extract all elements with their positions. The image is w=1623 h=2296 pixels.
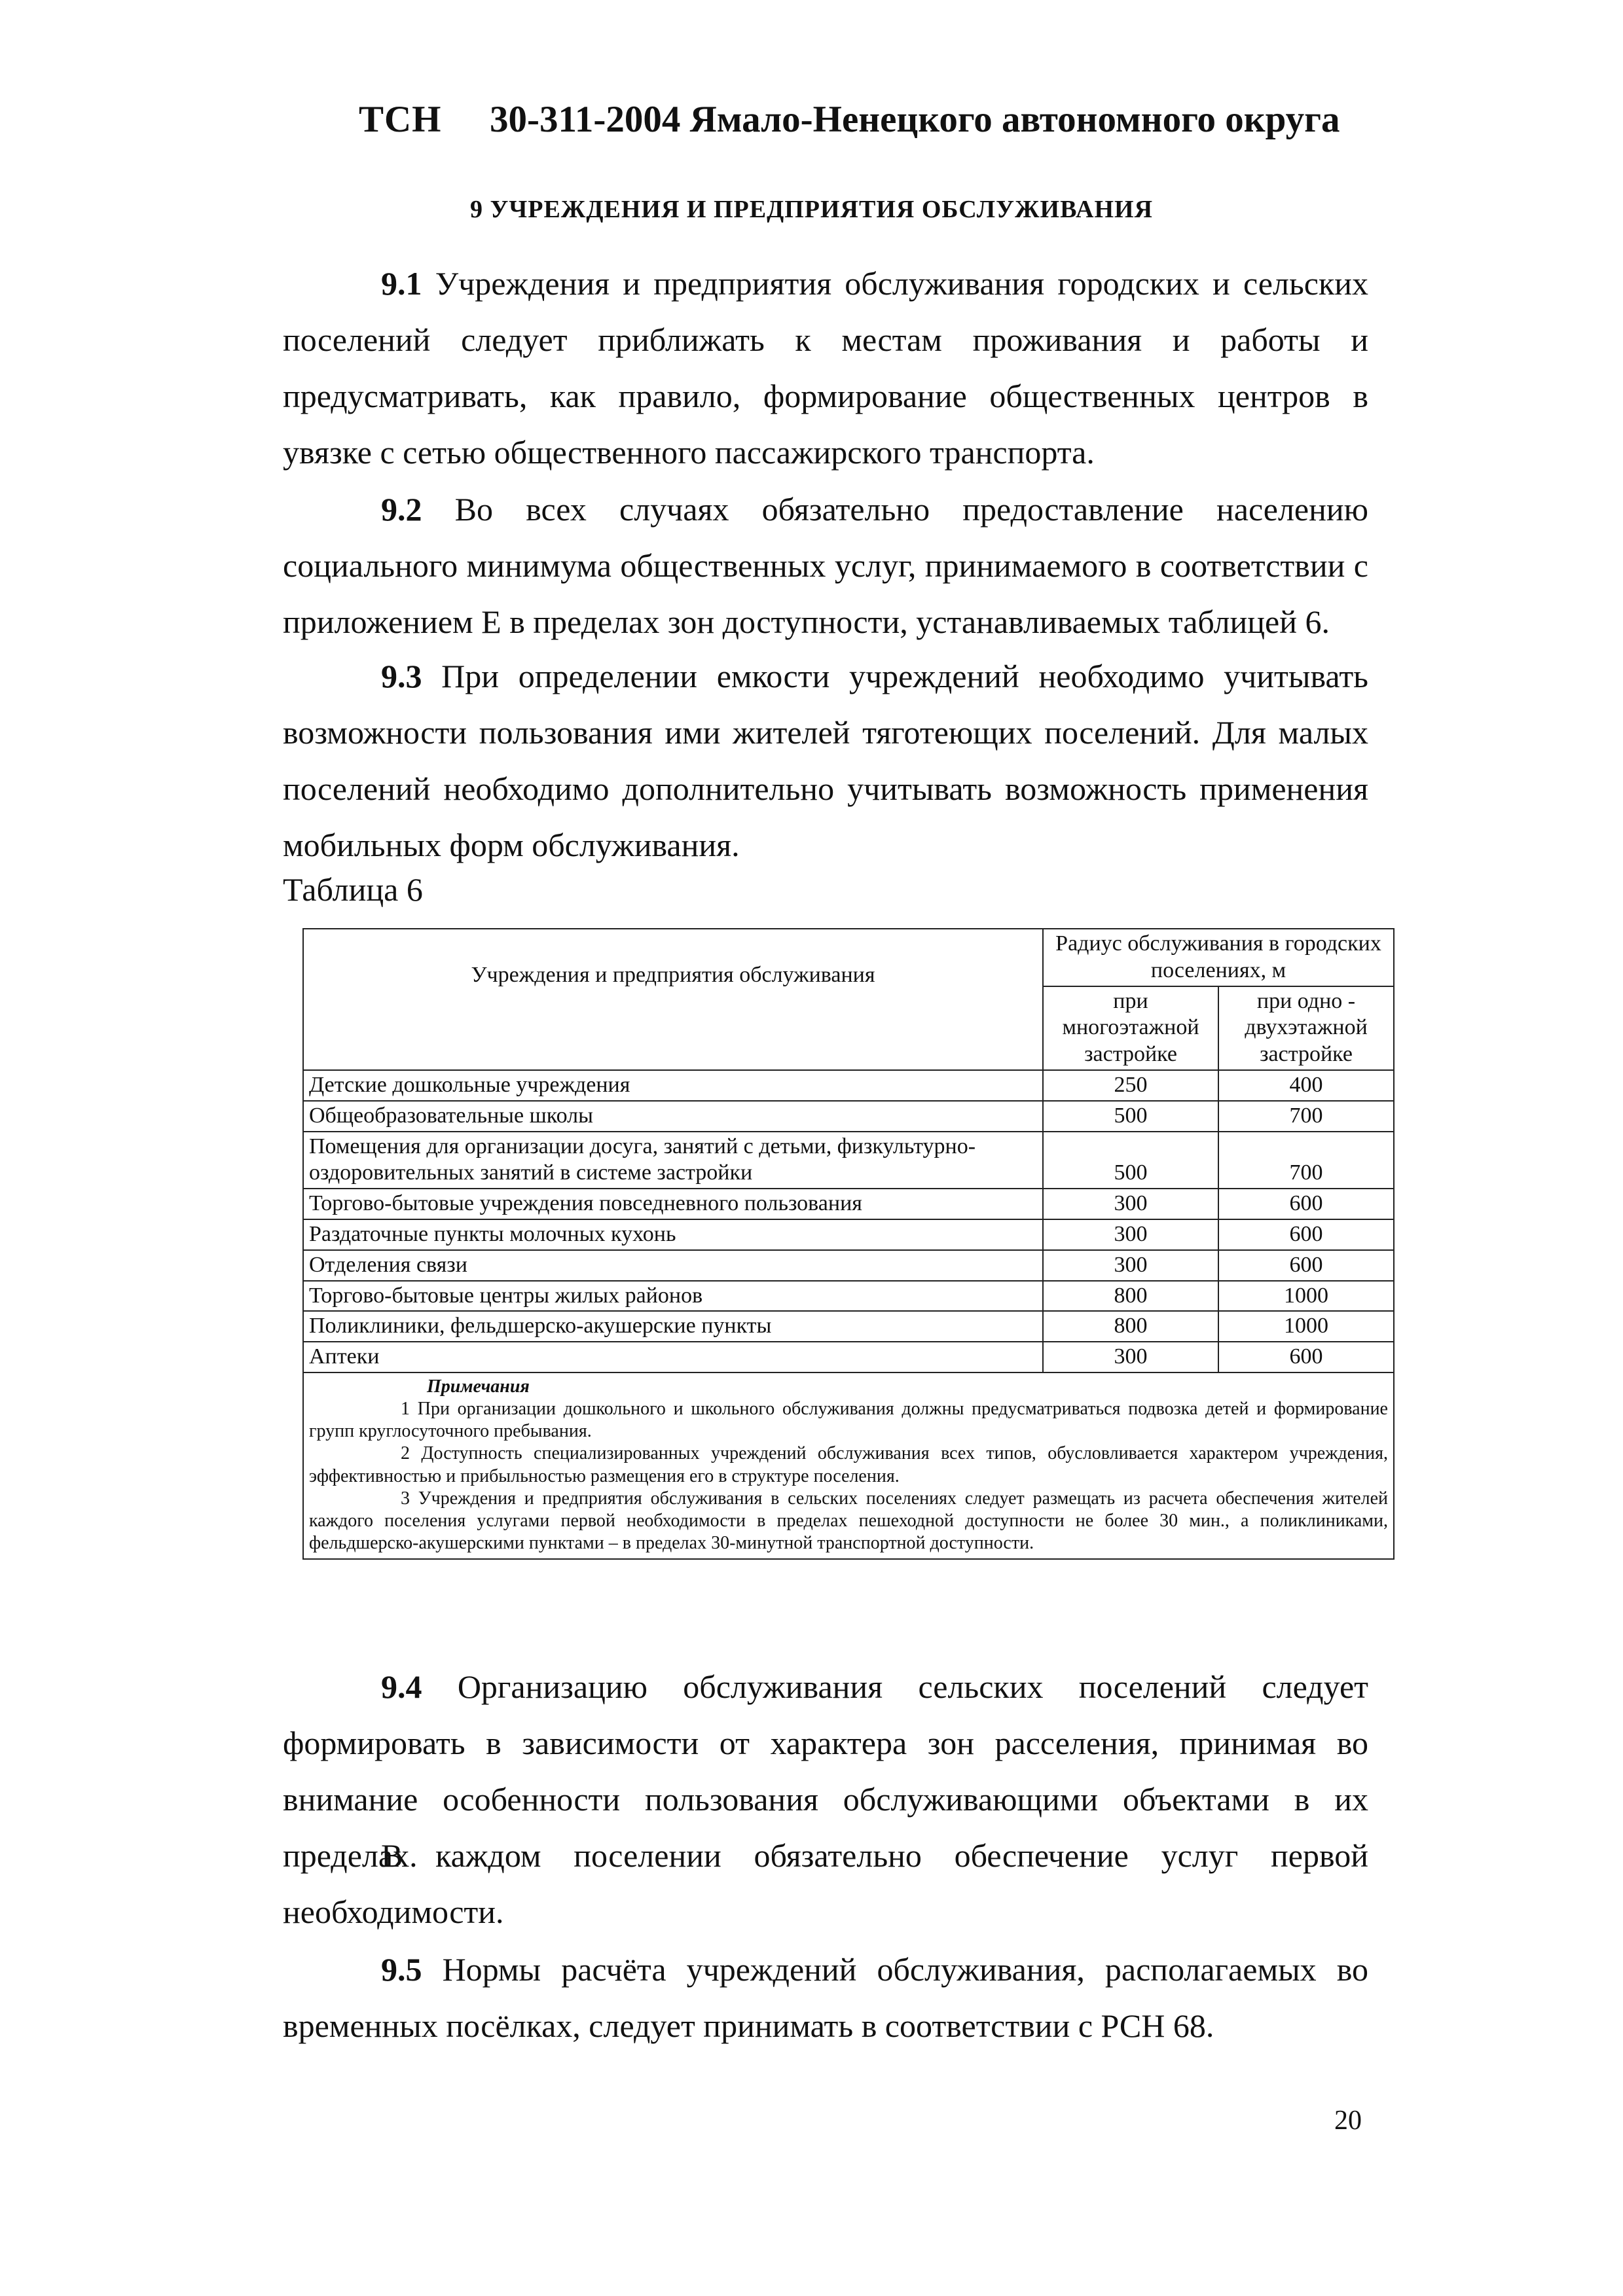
paragraph-9-2 xyxy=(283,481,1368,650)
row-name: Общеобразовательные школы xyxy=(303,1101,1043,1132)
row-value-multistorey: 300 xyxy=(1043,1189,1218,1219)
row-name: Аптеки xyxy=(303,1342,1043,1372)
table-row xyxy=(303,1132,1394,1189)
page-number: 20 xyxy=(1334,2106,1362,2136)
row-value-lowrise: 600 xyxy=(1218,1250,1394,1281)
document-code: ТСН xyxy=(359,99,442,140)
paragraph-text: При определении емкости учреждений необходимо учитывать возможности пользования ими жителей тяготеющих поселений. Для малых поселений необходимо дополнительно учитывать возможность применения мобильных форм обслуживания. xyxy=(283,658,1368,863)
table-row xyxy=(303,1189,1394,1219)
table-row xyxy=(303,1250,1394,1281)
table-header-row xyxy=(303,929,1394,986)
paragraph-text: В каждом поселении обязательно обеспечение услуг первой необходимости. xyxy=(283,1837,1368,1930)
row-value-lowrise: 600 xyxy=(1218,1342,1394,1372)
paragraph-number: 9.1 xyxy=(381,265,422,302)
paragraph-text: Нормы расчёта учреждений обслуживания, располагаемых во временных посёлках, следует принимать в соответствии с РСН 68. xyxy=(283,1951,1369,2044)
row-value-lowrise: 1000 xyxy=(1218,1281,1394,1312)
column-header-multistorey: при многоэтажной застройке xyxy=(1043,986,1218,1070)
row-value-multistorey: 250 xyxy=(1043,1070,1218,1101)
column-header-lowrise: при одно - двухэтажной застройке xyxy=(1218,986,1394,1070)
paragraph-9-3 xyxy=(283,648,1368,873)
row-value-lowrise: 1000 xyxy=(1218,1311,1394,1342)
paragraph-text: Учреждения и предприятия обслуживания городских и сельских поселений следует приближать к местам проживания и работы и предусматривать, как правило, формирование общественных центров в увязке с сетью общественного пассажирского транспорта. xyxy=(283,265,1368,471)
table-row xyxy=(303,1219,1394,1250)
row-value-multistorey: 300 xyxy=(1043,1342,1218,1372)
paragraph-9-1 xyxy=(283,255,1368,480)
paragraph-number: 9.3 xyxy=(381,658,422,694)
table-caption: Таблица 6 xyxy=(283,871,423,908)
page-header xyxy=(359,98,1380,164)
row-value-multistorey: 300 xyxy=(1043,1250,1218,1281)
table-row xyxy=(303,1281,1394,1312)
paragraph-number: 9.5 xyxy=(381,1951,422,1988)
row-name: Раздаточные пункты молочных кухонь xyxy=(303,1219,1043,1250)
document-title: 30-311-2004 Ямало-Ненецкого автономного округа xyxy=(490,99,1340,140)
row-value-lowrise: 600 xyxy=(1218,1219,1394,1250)
row-name: Торгово-бытовые учреждения повседневного пользования xyxy=(303,1189,1043,1219)
paragraph-9-5 xyxy=(283,1941,1368,2054)
row-value-lowrise: 700 xyxy=(1218,1132,1394,1189)
row-value-multistorey: 500 xyxy=(1043,1132,1218,1189)
row-value-multistorey: 800 xyxy=(1043,1281,1218,1312)
row-value-multistorey: 300 xyxy=(1043,1219,1218,1250)
row-value-multistorey: 800 xyxy=(1043,1311,1218,1342)
row-value-multistorey: 500 xyxy=(1043,1101,1218,1132)
row-name: Помещения для организации досуга, занятий с детьми, физкультурно-оздоровительных занятий в системе застройки xyxy=(303,1132,1043,1189)
row-value-lowrise: 400 xyxy=(1218,1070,1394,1101)
row-value-lowrise: 700 xyxy=(1218,1101,1394,1132)
paragraph-text: Организацию обслуживания сельских поселений следует формировать в зависимости от характера зон расселения, принимая во внимание особенности пользования обслуживающими объектами в их пределах. xyxy=(283,1668,1368,1874)
notes-title: Примечания xyxy=(427,1376,530,1397)
paragraph-number: 9.2 xyxy=(381,491,422,528)
note-item: 2 Доступность специализированных учреждений обслуживания всех типов, обусловливается характером учреждения, эффективностью и прибыльностью размещения его в структуре поселения. xyxy=(309,1443,1388,1486)
row-name: Поликлиники, фельдшерско-акушерские пункты xyxy=(303,1311,1043,1342)
row-name: Торгово-бытовые центры жилых районов xyxy=(303,1281,1043,1312)
table-row xyxy=(303,1311,1394,1342)
table-row xyxy=(303,1342,1394,1372)
table-row xyxy=(303,1070,1394,1101)
row-name: Отделения связи xyxy=(303,1250,1043,1281)
table-notes-row xyxy=(303,1372,1394,1559)
note-item: 1 При организации дошкольного и школьного обслуживания должны предусматриваться подвозка детей и формирование групп круглосуточного пребывания. xyxy=(309,1399,1388,1442)
column-header-institutions: Учреждения и предприятия обслуживания xyxy=(303,929,1043,1070)
service-radius-table xyxy=(302,928,1395,1560)
table-row xyxy=(303,1101,1394,1132)
row-value-lowrise: 600 xyxy=(1218,1189,1394,1219)
paragraph-9-4-continued xyxy=(283,1827,1368,1940)
paragraph-text: Во всех случаях обязательно предоставление населению социального минимума общественных услуг, принимаемого в соответствии с приложением Е в пределах зон доступности, устанавливаемых таблицей 6. xyxy=(283,491,1368,640)
paragraph-number: 9.4 xyxy=(381,1668,422,1705)
table-notes xyxy=(303,1372,1394,1559)
note-item: 3 Учреждения и предприятия обслуживания в сельских поселениях следует размещать из расчета обеспечения жителей каждого поселения услугами первой необходимости в пределах пешеходной доступности не более 30 мин., а поликлиниками, фельдшерско-акушерскими пунктами – в пределах 30-минутной транспортной доступности. xyxy=(309,1488,1388,1554)
section-title: 9 УЧРЕЖДЕНИЯ И ПРЕДПРИЯТИЯ ОБСЛУЖИВАНИЯ xyxy=(469,196,1154,223)
column-group-header-radius: Радиус обслуживания в городских поселениях, м xyxy=(1043,929,1394,986)
row-name: Детские дошкольные учреждения xyxy=(303,1070,1043,1101)
